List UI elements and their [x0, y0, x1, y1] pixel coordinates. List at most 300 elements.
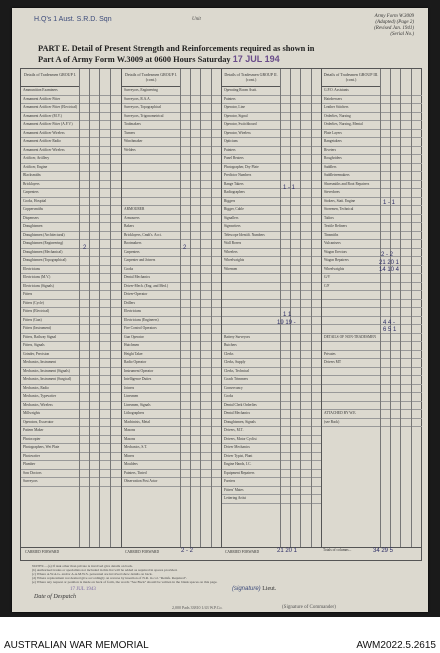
table-row [322, 274, 422, 283]
table-row [21, 427, 121, 436]
army-form-line: Army Form W.3009 [374, 14, 414, 19]
table-row [122, 402, 222, 411]
form-notes [32, 564, 372, 584]
handwritten-value: 19 19 - [277, 319, 296, 326]
table-row [222, 249, 322, 258]
column-header: Details of Tradesmen GROUP II. (cont.) [222, 69, 280, 87]
row-label: Driver Typist, Plant [224, 453, 253, 458]
table-row [222, 113, 322, 122]
table-row [322, 198, 422, 207]
row-label: Butchers [224, 343, 237, 347]
table-row [222, 130, 322, 139]
table-row [122, 104, 222, 113]
row-label: Rigger, Cable [224, 207, 244, 211]
row-label: Operating Room Asstt. [224, 88, 258, 92]
column-divider [89, 69, 90, 547]
row-label: Vulcanisers [324, 241, 341, 245]
table-row [222, 478, 322, 487]
row-label: Clerks, Supply [224, 360, 246, 364]
table-row [222, 427, 322, 436]
table-row [122, 461, 222, 470]
row-label: Clerks [224, 351, 234, 356]
row-label: Fitters (Electrical) [23, 309, 50, 313]
row-label: Operators, Excavator [23, 419, 54, 424]
table-row [322, 155, 422, 164]
table-row [322, 164, 422, 173]
table-row [222, 325, 322, 334]
despatch-stamp: 17 JUL 1943 [70, 587, 96, 592]
table-row [21, 342, 121, 351]
column-divider [79, 69, 80, 547]
table-row [122, 317, 222, 326]
signature: (signature) [232, 586, 261, 592]
table-row [21, 419, 121, 428]
row-label: Armament Artificer Fitter (A.F.V.) [23, 122, 73, 126]
table-row [222, 368, 322, 377]
row-label: Armament Artificer Fitter [23, 96, 61, 101]
table-row [222, 291, 322, 300]
handwritten-value: 6 5 1 [383, 327, 397, 333]
table-row [21, 240, 121, 249]
row-label: Dental Mechanics [224, 411, 251, 415]
row-label: Fitters (Cycle) [23, 300, 44, 305]
table-row [222, 402, 322, 411]
row-label: Roughriders [324, 156, 342, 160]
row-label: Dental Clerk Orderlies [224, 402, 257, 407]
row-label: Driver Mechanics [224, 445, 250, 449]
table-row [322, 334, 422, 343]
table-row [322, 283, 422, 292]
table-row [122, 96, 222, 105]
column-divider [300, 69, 301, 547]
row-label: Draughtsmen (Engineering) [23, 241, 64, 245]
handwritten-value: 21 20 1 [379, 259, 400, 266]
archive-id: AWM2022.5.2615 [356, 640, 436, 651]
table-row [222, 359, 322, 368]
row-label: Drillers [124, 300, 135, 305]
table-row [122, 87, 222, 96]
row-label: Saddlers [324, 164, 337, 169]
row-label: Mechanics, Instrument (Signals) [23, 368, 70, 373]
table-row [222, 232, 322, 241]
row-label: Operator, Wireless [224, 130, 251, 135]
row-label: Riggers [224, 198, 236, 203]
row-label: Farriers [224, 479, 236, 483]
carry-value-2: 2 - 2 [181, 548, 194, 554]
row-label: Armament Artificer (M.V.) [23, 113, 62, 118]
printer-imprint: 2,000 Pads 33810 1/43 W.P.Co. [172, 605, 223, 610]
table-row [222, 121, 322, 130]
row-label: Surveyors [23, 479, 38, 483]
row-label: Stevedores [324, 190, 340, 194]
table-row [21, 155, 121, 164]
column-header: Details of Tradesmen GROUP I. (cont.) [122, 69, 180, 87]
table-row [122, 376, 222, 385]
table-column [21, 69, 121, 547]
table-row [122, 240, 222, 249]
row-label: Instrument Operator [124, 368, 154, 373]
table-row [21, 444, 121, 453]
unit-line [34, 16, 112, 23]
row-label: Hutchmen [124, 343, 139, 347]
row-label: Drivers, Motor Cyclist [224, 436, 257, 441]
row-label: Operator, Signal [224, 113, 248, 118]
table-row [21, 266, 121, 275]
carry-label-4: Totals of columns... [323, 548, 352, 552]
table-row [21, 172, 121, 181]
table-row [322, 215, 422, 224]
row-label: Riveters [324, 147, 336, 152]
row-label: Electricians [124, 309, 141, 313]
table-row [222, 96, 322, 105]
table-row [122, 393, 222, 402]
note-line: (c) Where A.W.A.G. and/or A.A.M.W.S. personnel are involved show details on back. [32, 572, 153, 576]
row-label: Draughtsmen (Architectural) [23, 232, 65, 237]
handwritten-value: 2 [83, 244, 87, 251]
row-label: Armament Artificer Radio [23, 139, 61, 143]
row-label: Pattern Maker [23, 428, 44, 432]
table-row [222, 87, 322, 96]
table-row [122, 274, 222, 283]
table-row [122, 478, 222, 487]
table-row [21, 257, 121, 266]
row-label: Cooks [224, 394, 234, 398]
table-row [222, 308, 322, 317]
row-label: Leather Stitchers [324, 105, 349, 109]
row-label: Rangetakers [324, 139, 342, 143]
row-label: Engine Hands, I.C. [224, 462, 252, 466]
table-row [21, 317, 121, 326]
table-row [122, 351, 222, 360]
army-form-line: (Serial No.) [390, 32, 414, 37]
table-row [122, 291, 222, 300]
table-row [21, 87, 121, 96]
row-label: Storemen, Technical [324, 207, 354, 211]
note-line: (e) Where any request or position is made on back of form, the words "See Back" should be written in the blank spaces on this page. [32, 580, 218, 584]
row-label: Winchmaker [124, 139, 143, 143]
row-label: Telescope Identifi. Numbers [224, 232, 265, 237]
table-row [122, 300, 222, 309]
table-row [222, 453, 322, 462]
table-row [21, 104, 121, 113]
handwritten-value: 14 10 4 [379, 267, 400, 273]
table-row [322, 359, 422, 368]
form-title [38, 44, 408, 65]
table-row [222, 342, 322, 351]
carry-label-2: CARRIED FORWARD [125, 550, 160, 554]
table-row [21, 164, 121, 173]
table-row [222, 172, 322, 181]
table-row [21, 478, 121, 487]
table-row [122, 257, 222, 266]
row-label: Dental Mechanics [124, 275, 151, 279]
row-label: Artificer, Engine [23, 164, 48, 169]
table-row [122, 223, 222, 232]
table-row [322, 232, 422, 241]
row-label: Gun Operator [124, 334, 144, 339]
table-row [222, 410, 322, 419]
row-label: Orderlies, Nursing [324, 113, 351, 118]
tradesmen-table [20, 68, 422, 548]
column-divider [190, 69, 191, 547]
row-label: Hairdressers [324, 96, 342, 101]
table-row [122, 470, 222, 479]
row-label: DETAILS OF NON-TRADESMEN [324, 334, 377, 339]
table-row [222, 470, 322, 479]
row-label: Textile Refiners [324, 224, 347, 228]
column-divider [211, 69, 212, 547]
army-form-line: (Revised Jan. 1941) [374, 26, 414, 31]
table-row [222, 385, 322, 394]
table-row [222, 164, 322, 173]
row-label: Armament Artificer Wireless [23, 130, 65, 135]
table-row [322, 342, 422, 351]
row-label: Fitters' Mates [224, 487, 244, 492]
row-label: Plumber [23, 462, 36, 466]
table-row [322, 410, 422, 419]
row-label: Drivers MT [324, 360, 342, 364]
table-row [322, 368, 422, 377]
signature-caption: (Signature of Commander) [282, 605, 336, 610]
table-row [122, 215, 222, 224]
row-label: Photocopier [23, 436, 41, 441]
table-row [322, 223, 422, 232]
table-row [21, 410, 121, 419]
column-divider [311, 69, 312, 547]
table-row [222, 334, 322, 343]
column-header: Details of Tradesmen GROUP I. [21, 69, 79, 87]
row-label: Radiographers [224, 190, 245, 194]
table-row [222, 376, 322, 385]
row-label: Cooks [124, 266, 134, 271]
signature-block [232, 586, 276, 592]
table-row [322, 402, 422, 411]
table-row [122, 189, 222, 198]
table-row [322, 393, 422, 402]
table-row [122, 342, 222, 351]
row-label: G/V [324, 275, 331, 279]
handwritten-value: 1 - 1 [283, 184, 296, 191]
table-row [122, 147, 222, 156]
table-row [222, 155, 322, 164]
table-row [322, 121, 422, 130]
table-row [122, 427, 222, 436]
row-label: Ammunition Examiners [23, 88, 58, 92]
table-row [222, 257, 322, 266]
carried-forward-row [20, 546, 422, 561]
column-divider [390, 69, 391, 547]
table-row [322, 308, 422, 317]
row-label: Carpenters [23, 190, 39, 194]
row-label: Miners [124, 453, 135, 458]
row-label: Fitters (Instrument) [23, 326, 52, 330]
table-row [122, 359, 222, 368]
table-row [322, 130, 422, 139]
row-label: Predictor Numbers [224, 173, 252, 177]
table-row [322, 240, 422, 249]
column-divider [380, 69, 381, 547]
table-row [122, 444, 222, 453]
table-row [122, 206, 222, 215]
table-row [21, 376, 121, 385]
army-form-line: (Adapted) (Page 2) [375, 20, 414, 25]
row-label: Saw Doctors [23, 470, 42, 475]
table-row [122, 130, 222, 139]
table-row [21, 461, 121, 470]
row-label: Drivers, M.T. [224, 428, 244, 432]
table-row [21, 181, 121, 190]
table-row [322, 266, 422, 275]
row-label: Battery Surveyors [224, 334, 251, 339]
table-row [122, 410, 222, 419]
table-row [122, 249, 222, 258]
row-label: Height Taker [124, 351, 143, 356]
table-row [222, 189, 322, 198]
row-label: C/F [324, 283, 330, 288]
archive-caption-bar [0, 617, 440, 653]
table-row [122, 164, 222, 173]
row-label: Painters [224, 96, 236, 101]
row-label: Painters [224, 147, 236, 152]
row-label: Blacksmiths [23, 173, 41, 177]
row-label: Clerks, Technical [224, 368, 250, 373]
row-label: Wagon Erectors [324, 249, 347, 254]
title-line-2-text: Part A of Army Form W.3009 at 0600 Hours Saturday [38, 55, 231, 64]
row-label: Bricklayers, Cmdt's. Acct. [124, 232, 162, 237]
row-label: Dispensers [23, 215, 39, 220]
table-row [122, 325, 222, 334]
table-row [322, 419, 422, 428]
handwritten-value: 1 1 [283, 312, 292, 318]
row-label: Armament Artificer Wireless [23, 147, 65, 152]
table-row [222, 461, 322, 470]
table-row [322, 376, 422, 385]
army-form-block [374, 14, 414, 38]
unit-handwriting: H.Q's 1 Aust. S.R.D. Sqn [34, 16, 112, 23]
row-label: Wheelwrights [224, 258, 245, 262]
row-label: Masons [124, 436, 136, 441]
row-label: Bootmakers [124, 241, 142, 245]
table-row [222, 444, 322, 453]
carry-value-4: 34 29 5 [373, 548, 394, 554]
row-label: G.P.O. Assistants [324, 88, 349, 92]
row-label: Mechanics, Wireless [23, 402, 53, 407]
table-row [21, 470, 121, 479]
carry-label-3: CARRIED FORWARD [225, 550, 260, 554]
table-row [322, 325, 422, 334]
table-row [322, 300, 422, 309]
row-label: Fitters, Railway Signal [23, 334, 57, 339]
table-row [21, 393, 121, 402]
column-divider [99, 69, 100, 547]
row-label: Mechanics, S.T. [124, 445, 148, 449]
row-label: Turners [124, 130, 136, 135]
row-label: Bricklayers [23, 181, 40, 186]
handwritten-value: 4 4 - [383, 319, 396, 326]
row-label: Cooks, Hospital [23, 198, 47, 203]
handwritten-value: 2 [183, 244, 187, 251]
row-label: Wall Borers [224, 241, 242, 245]
table-row [222, 495, 322, 504]
row-label: Surveyors, R.A.A. [124, 96, 151, 101]
table-row [322, 138, 422, 147]
table-column [321, 69, 422, 547]
table-row [21, 130, 121, 139]
date-of-despatch-label: Date of Despatch [34, 594, 76, 600]
title-line-1: PART E. Detail of Present Strength and Reinforcements required as shown in [38, 44, 315, 53]
table-row [21, 402, 121, 411]
row-label: Coppersmiths [23, 207, 43, 211]
row-label: Conservancy [224, 385, 243, 390]
table-row [122, 419, 222, 428]
table-row [222, 138, 322, 147]
table-row [322, 257, 422, 266]
table-row [322, 96, 422, 105]
row-label: Plate Layers [324, 130, 342, 135]
table-row [122, 172, 222, 181]
row-label: Fire Control Operators [124, 326, 157, 330]
table-row [21, 300, 121, 309]
row-label: Operator, Line [224, 105, 246, 109]
row-label: Lithographers [124, 411, 145, 415]
table-row [122, 138, 222, 147]
table-row [122, 334, 222, 343]
row-label: Fitters (Gun) [23, 317, 42, 322]
row-label: Mechanics, Instrument (Surgical) [23, 377, 72, 381]
row-label: Observation Post Actor [124, 479, 158, 483]
carry-value-3: 21 20 1 [277, 548, 298, 554]
row-label: Electricians (M.V.) [23, 275, 51, 279]
row-label: Electricians [23, 266, 40, 271]
row-label: Signwriters [224, 224, 241, 228]
row-label: Photographer, Dry Plate [224, 164, 259, 169]
table-row [122, 436, 222, 445]
column-divider [280, 69, 281, 547]
row-label: Linesmen, Signals [124, 402, 151, 407]
table-row [21, 283, 121, 292]
table-row [21, 96, 121, 105]
row-label: Mechanics, Instrument [23, 360, 56, 364]
row-label: Bakers [124, 224, 134, 228]
table-row [222, 147, 322, 156]
table-row [222, 487, 322, 496]
row-label: Stokers, Stati. Engine [324, 198, 356, 203]
column-divider [110, 69, 111, 547]
row-label: Surveyors, Trigonometrical [124, 113, 164, 118]
note-line: (d) Where replacement not desired give accordingly on reverse by insertion of N.R. in col. "Reinfs. Required". [32, 576, 187, 580]
army-form-page [12, 8, 428, 612]
table-row [122, 385, 222, 394]
archive-name: AUSTRALIAN WAR MEMORIAL [4, 640, 149, 651]
table-row [122, 453, 222, 462]
row-label: Photographers, Wet Plate [23, 445, 60, 449]
row-label: Coach Trimmers [224, 377, 249, 381]
table-row [21, 308, 121, 317]
row-label: Toolmakers [124, 122, 141, 126]
table-row [222, 206, 322, 215]
row-label: Wheelwrights [324, 266, 345, 271]
row-label: Photowriter [23, 453, 40, 458]
table-row [21, 325, 121, 334]
row-label: Welders [124, 147, 136, 152]
table-column [121, 69, 222, 547]
row-label: Fitters, Signals [23, 343, 45, 347]
row-label: ATTACHED BY W.E. [324, 411, 357, 415]
table-row [21, 232, 121, 241]
unit-label: Unit [192, 17, 201, 22]
table-row [21, 206, 121, 215]
table-row [122, 266, 222, 275]
